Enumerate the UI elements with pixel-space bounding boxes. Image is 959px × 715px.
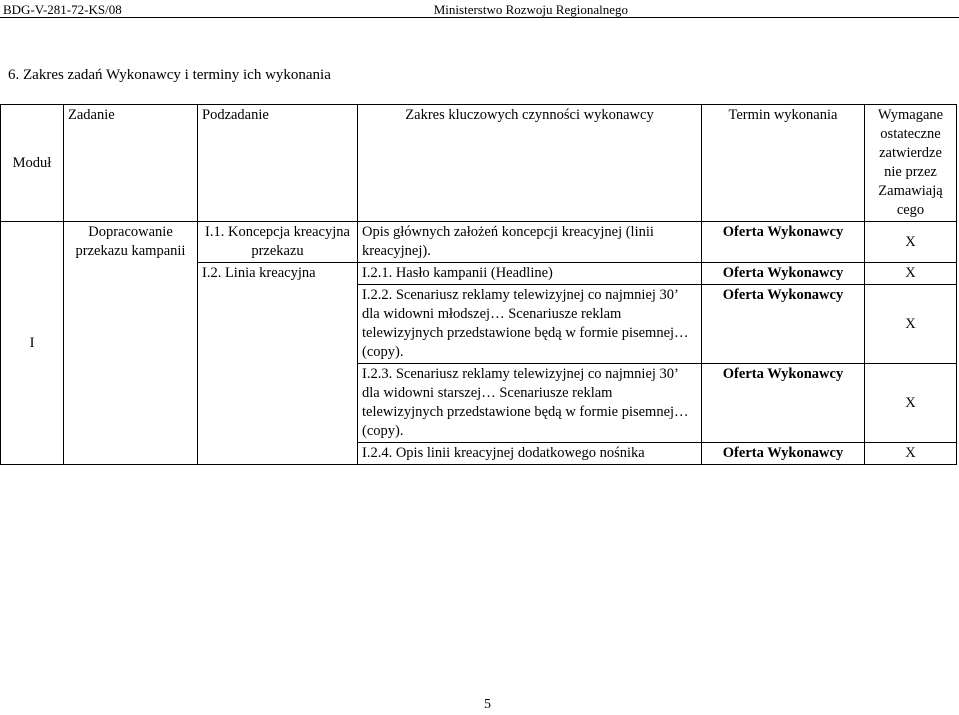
subtask-cell bbox=[198, 364, 358, 443]
section-title: 6. Zakres zadań Wykonawcy i terminy ich wykonania bbox=[8, 67, 331, 83]
col-header-scope: Zakres kluczowych czynności wykonawcy bbox=[358, 105, 702, 222]
subtask-cell: I.1. Koncepcja kreacyjna przekazu bbox=[198, 222, 358, 263]
col-header-term: Termin wykonania bbox=[702, 105, 865, 222]
term-cell: Oferta Wykonawcy bbox=[702, 285, 865, 364]
approval-cell: X bbox=[865, 443, 957, 465]
ministry-name: Ministerstwo Rozwoju Regionalnego bbox=[433, 2, 628, 17]
document-id: BDG-V-281-72-KS/08 bbox=[3, 2, 122, 17]
col-header-subtask: Podzadanie bbox=[198, 105, 358, 222]
col-header-module: Moduł bbox=[1, 105, 64, 222]
header-row bbox=[1, 105, 957, 222]
page-number: 5 bbox=[484, 697, 491, 712]
tasks-table bbox=[0, 104, 957, 465]
term-cell: Oferta Wykonawcy bbox=[702, 364, 865, 443]
approval-cell: X bbox=[865, 222, 957, 263]
col-header-approval: Wymagane ostateczne zatwierdze nie przez Zamawiają cego bbox=[865, 105, 957, 222]
scope-cell: Opis głównych założeń koncepcji kreacyjnej (linii kreacyjnej). bbox=[358, 222, 702, 263]
subtask-cell bbox=[198, 443, 358, 465]
col-header-task: Zadanie bbox=[64, 105, 198, 222]
term-cell: Oferta Wykonawcy bbox=[702, 222, 865, 263]
scope-cell: I.2.3. Scenariusz reklamy telewizyjnej co najmniej 30’ dla widowni starszej… Scenariusze reklam telewizyjnych przedstawione będą w formie pisemnej… (copy). bbox=[358, 364, 702, 443]
task-cell: Dopracowanie przekazu kampanii bbox=[64, 222, 198, 465]
table-row bbox=[1, 222, 957, 263]
approval-cell: X bbox=[865, 285, 957, 364]
term-cell: Oferta Wykonawcy bbox=[702, 443, 865, 465]
subtask-cell: I.2. Linia kreacyjna bbox=[198, 263, 358, 285]
module-cell: I bbox=[1, 222, 64, 465]
scope-cell: I.2.2. Scenariusz reklamy telewizyjnej co najmniej 30’ dla widowni młodszej… Scenariusze reklam telewizyjnych przedstawione będą w formie pisemnej… (copy). bbox=[358, 285, 702, 364]
term-cell: Oferta Wykonawcy bbox=[702, 263, 865, 285]
subtask-cell bbox=[198, 285, 358, 364]
scope-cell: I.2.1. Hasło kampanii (Headline) bbox=[358, 263, 702, 285]
scope-cell: I.2.4. Opis linii kreacyjnej dodatkowego nośnika bbox=[358, 443, 702, 465]
approval-cell: X bbox=[865, 364, 957, 443]
approval-cell: X bbox=[865, 263, 957, 285]
header-rule bbox=[0, 17, 959, 18]
